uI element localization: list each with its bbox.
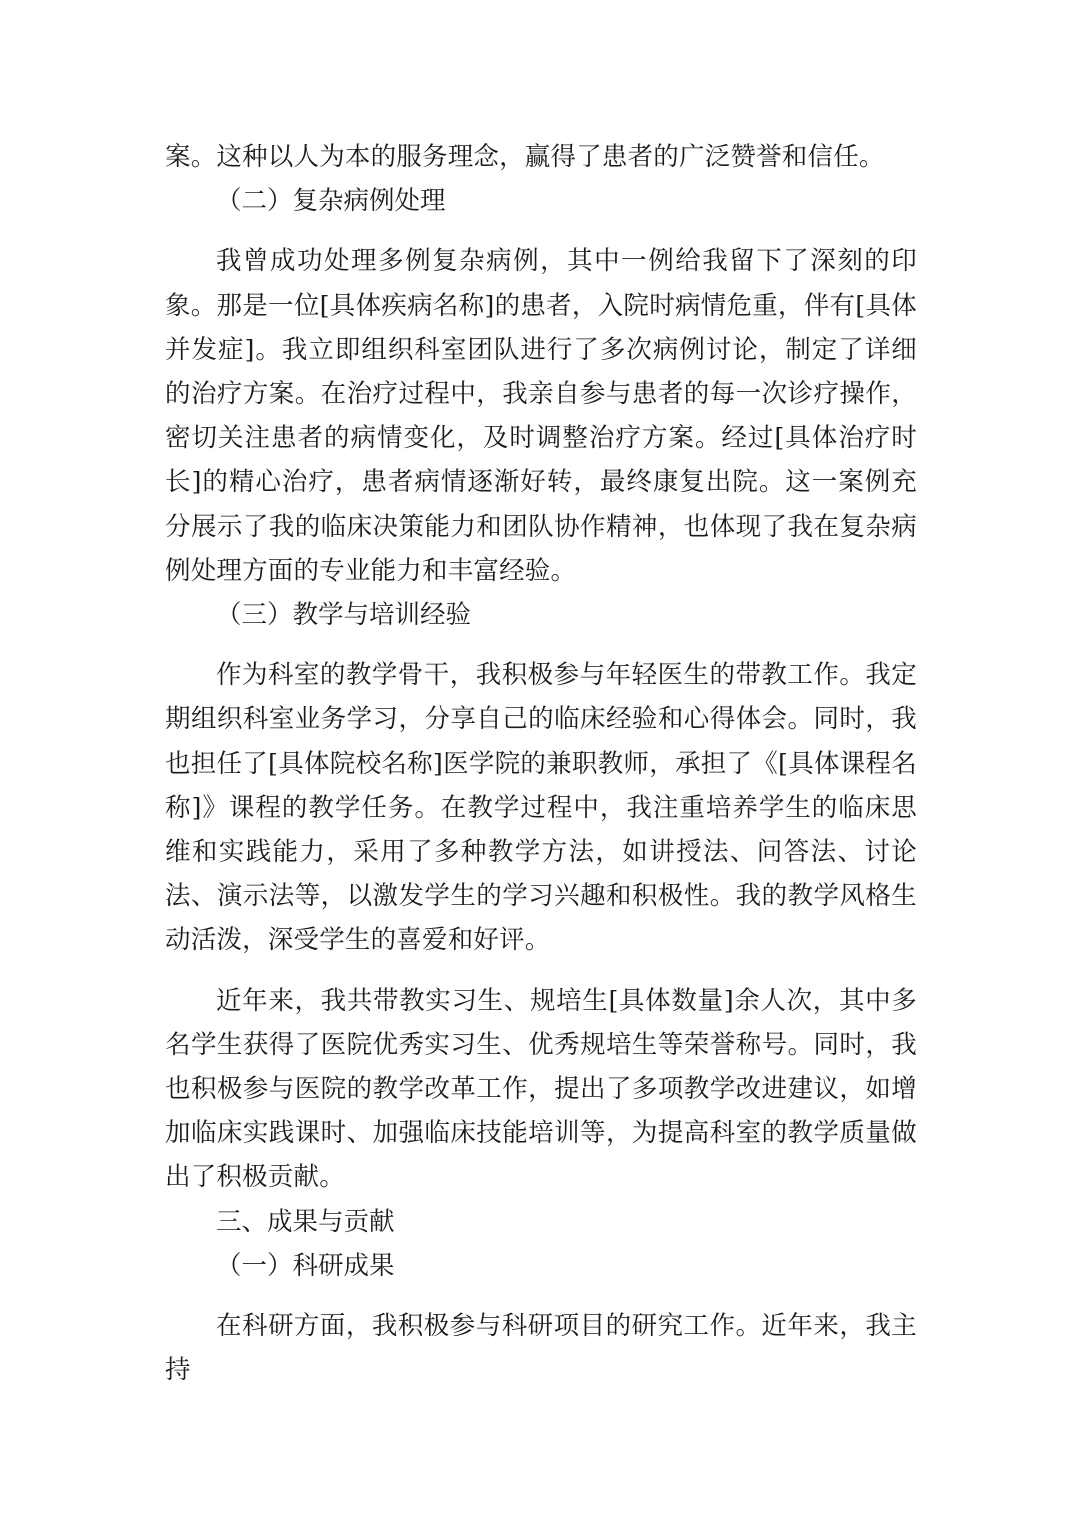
paragraph-teaching-2: 近年来，我共带教实习生、规培生[具体数量]余人次，其中多名学生获得了医院优秀实习生、优秀规培生等荣誉称号。同时，我也积极参与医院的教学改革工作，提出了多项教学改进建议，如增加临床实践课时、加强临床技能培训等，为提高科室的教学质量做出了积极贡献。 xyxy=(165,985,917,1193)
section-heading-achievements: 三、成果与贡献 xyxy=(216,1206,395,1237)
paragraph-complex-cases: 我曾成功处理多例复杂病例，其中一例给我留下了深刻的印象。那是一位[具体疾病名称]的患者，入院时病情危重，伴有[具体并发症]。我立即组织科室团队进行了多次病例讨论，制定了详细的治疗方案。在治疗过程中，我亲自参与患者的每一次诊疗操作，密切关注患者的病情变化，及时调整治疗方案。经过[具体治疗时长]的精心治疗，患者病情逐渐好转，最终康复出院。这一案例充分展示了我的临床决策能力和团队协作精神，也体现了我在复杂病例处理方面的专业能力和丰富经验。 xyxy=(165,246,917,586)
paragraph-continuation: 案。这种以人为本的服务理念，赢得了患者的广泛赞誉和信任。 xyxy=(165,142,885,172)
subheading-teaching-training: （三）教学与培训经验 xyxy=(216,600,472,631)
document-body xyxy=(165,135,917,1392)
subheading-complex-cases: （二）复杂病例处理 xyxy=(216,186,446,217)
subheading-research-results: （一）科研成果 xyxy=(216,1250,395,1281)
paragraph-teaching-1: 作为科室的教学骨干，我积极参与年轻医生的带教工作。我定期组织科室业务学习，分享自己的临床经验和心得体会。同时，我也担任了[具体院校名称]医学院的兼职教师，承担了《[具体课程名称]》课程的教学任务。在教学过程中，我注重培养学生的临床思维和实践能力，采用了多种教学方法，如讲授法、问答法、讨论法、演示法等，以激发学生的学习兴趣和积极性。我的教学风格生动活泼，深受学生的喜爱和好评。 xyxy=(165,660,917,956)
paragraph-research: 在科研方面，我积极参与科研项目的研究工作。近年来，我主持 xyxy=(165,1311,917,1386)
